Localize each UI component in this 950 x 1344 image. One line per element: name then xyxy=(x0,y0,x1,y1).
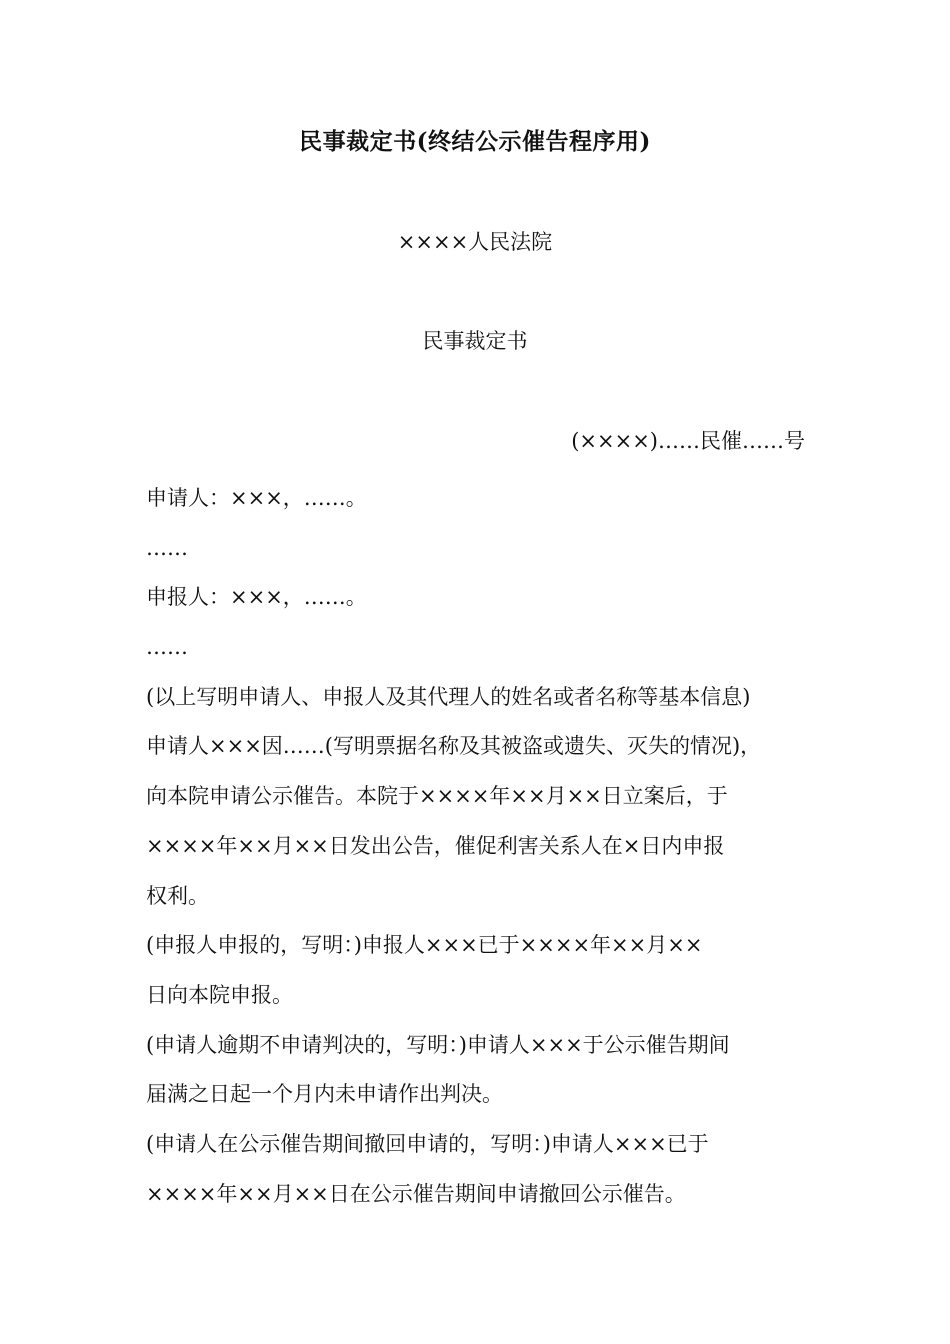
body-text-line: (申报人申报的，写明：)申报人×××已于××××年××月×× xyxy=(146,933,703,958)
body-text-line: 申请人×××因……(写明票据名称及其被盗或遗失、灭失的情况)， xyxy=(146,734,762,759)
document-type: 民事裁定书 xyxy=(422,329,528,353)
document-title: 民事裁定书(终结公示催告程序用) xyxy=(299,128,651,155)
body-text-line: 权利。 xyxy=(146,883,209,908)
body-text-line: (申请人在公示催告期间撤回申请的，写明：)申请人×××已于 xyxy=(146,1131,709,1156)
ellipsis-line: …… xyxy=(146,535,188,560)
case-number: (××××)……民催……号 xyxy=(571,429,805,453)
court-name: ××××人民法院 xyxy=(397,230,553,254)
document-body xyxy=(146,474,806,1219)
body-text-line: 届满之日起一个月内未申请作出判决。 xyxy=(146,1082,503,1107)
body-text-line: 向本院申请公示催告。本院于××××年××月××日立案后，于 xyxy=(146,784,728,809)
ellipsis-line: …… xyxy=(146,635,188,660)
declarant-line: 申报人：×××，……。 xyxy=(146,585,367,610)
body-text-line: 日向本院申报。 xyxy=(146,982,293,1007)
body-text-line: ××××年××月××日发出公告，催促利害关系人在×日内申报 xyxy=(146,833,725,858)
parties-note: (以上写明申请人、申报人及其代理人的姓名或者名称等基本信息) xyxy=(146,684,751,709)
body-text-line: ××××年××月××日在公示催告期间申请撤回公示催告。 xyxy=(146,1181,686,1206)
body-text-line: (申请人逾期不申请判决的，写明：)申请人×××于公示催告期间 xyxy=(146,1032,730,1057)
applicant-line: 申请人：×××，……。 xyxy=(146,486,367,510)
